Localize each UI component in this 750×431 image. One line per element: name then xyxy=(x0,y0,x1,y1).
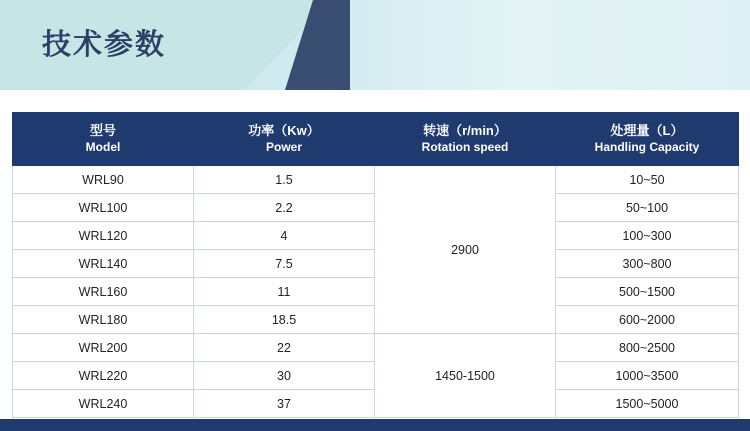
column-header-power-en: Power xyxy=(265,140,302,154)
cell-power: 7.5 xyxy=(194,250,375,278)
column-header-model xyxy=(13,113,194,166)
column-header-rotation-speed-en: Rotation speed xyxy=(421,140,509,154)
cell-power: 1.5 xyxy=(194,166,375,194)
table-row xyxy=(13,166,739,194)
column-header-handling-capacity xyxy=(556,113,739,166)
cell-capacity: 600~2000 xyxy=(556,306,739,334)
cell-power: 30 xyxy=(194,362,375,390)
cell-power: 4 xyxy=(194,222,375,250)
cell-power: 11 xyxy=(194,278,375,306)
column-header-rotation-speed-cn: 转速（r/min） xyxy=(423,123,507,138)
cell-power: 2.2 xyxy=(194,194,375,222)
page-title: 技术参数 xyxy=(42,29,167,61)
column-header-power xyxy=(194,113,375,166)
header-banner xyxy=(0,0,750,90)
bottom-accent-bar xyxy=(0,419,750,431)
cell-model: WRL100 xyxy=(13,194,194,222)
cell-model: WRL220 xyxy=(13,362,194,390)
column-header-model-cn: 型号 xyxy=(89,123,116,138)
table-header xyxy=(13,113,739,166)
cell-model: WRL200 xyxy=(13,334,194,362)
spec-table-wrapper xyxy=(12,112,738,418)
cell-power: 37 xyxy=(194,390,375,418)
cell-model: WRL90 xyxy=(13,166,194,194)
cell-power: 22 xyxy=(194,334,375,362)
cell-rotation-speed-group-2: 1450-1500 xyxy=(375,334,556,418)
cell-capacity: 100~300 xyxy=(556,222,739,250)
spec-table xyxy=(12,112,739,418)
cell-rotation-speed-group-1: 2900 xyxy=(375,166,556,334)
cell-power: 18.5 xyxy=(194,306,375,334)
table-row xyxy=(13,334,739,362)
cell-capacity: 1500~5000 xyxy=(556,390,739,418)
cell-model: WRL180 xyxy=(13,306,194,334)
cell-model: WRL160 xyxy=(13,278,194,306)
column-header-handling-capacity-cn: 处理量（L） xyxy=(610,123,684,138)
cell-model: WRL140 xyxy=(13,250,194,278)
table-header-row xyxy=(13,113,739,166)
cell-capacity: 10~50 xyxy=(556,166,739,194)
banner-light-panel xyxy=(350,0,750,90)
table-body xyxy=(13,166,739,418)
cell-capacity: 1000~3500 xyxy=(556,362,739,390)
column-header-power-cn: 功率（Kw） xyxy=(248,123,320,138)
cell-model: WRL240 xyxy=(13,390,194,418)
cell-capacity: 50~100 xyxy=(556,194,739,222)
cell-capacity: 300~800 xyxy=(556,250,739,278)
cell-capacity: 500~1500 xyxy=(556,278,739,306)
cell-capacity: 800~2500 xyxy=(556,334,739,362)
cell-model: WRL120 xyxy=(13,222,194,250)
column-header-model-en: Model xyxy=(85,140,121,154)
column-header-rotation-speed xyxy=(375,113,556,166)
column-header-handling-capacity-en: Handling Capacity xyxy=(594,140,700,154)
